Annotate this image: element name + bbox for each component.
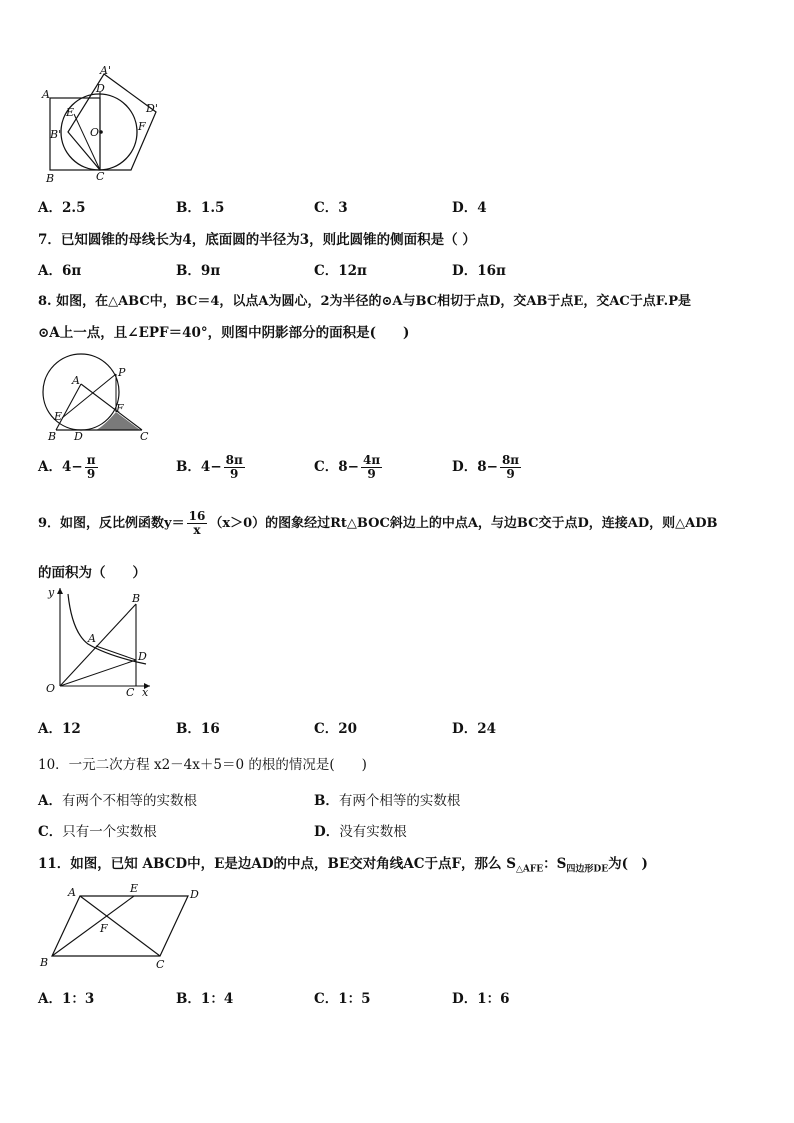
- q8-option-a[interactable]: [38, 454, 100, 481]
- option-text: 有两个相等的实数根: [338, 793, 461, 809]
- q9-option-d[interactable]: [452, 717, 496, 737]
- option-text: 4: [477, 200, 487, 216]
- fraction-numerator: 4π: [362, 453, 381, 467]
- option-letter: C．: [38, 824, 63, 840]
- option-text: 16: [200, 721, 220, 737]
- label-D: D: [74, 430, 83, 443]
- option-letter: A．: [38, 721, 62, 737]
- option-letter: D．: [452, 459, 478, 475]
- option-letter: D．: [452, 721, 478, 737]
- label-C: C: [156, 958, 165, 971]
- fraction-numerator: π: [86, 453, 96, 467]
- option-letter: C．: [314, 263, 339, 279]
- fraction-denominator: 9: [506, 467, 515, 481]
- option-letter: B．: [176, 459, 201, 475]
- label-D-prime: D': [146, 102, 158, 115]
- q7-option-a[interactable]: [38, 259, 81, 279]
- q6-option-b[interactable]: [176, 196, 224, 216]
- option-text: 2.5: [61, 200, 86, 216]
- q11-option-d[interactable]: [452, 987, 510, 1007]
- label-E: E: [66, 106, 75, 119]
- q11-subscript-2: 四边形DE: [566, 864, 609, 875]
- fraction-numerator: 16: [188, 509, 206, 523]
- label-D: D: [138, 650, 147, 663]
- q7-stem: 7．已知圆锥的母线长为4，底面圆的半径为3，则此圆锥的侧面积是（ ）: [38, 232, 476, 248]
- option-text: 没有实数根: [339, 824, 407, 840]
- q8-stem-line2: ⊙A上一点，且∠EPF＝40°，则图中阴影部分的面积是( ): [38, 325, 410, 341]
- option-text: 3: [338, 200, 348, 216]
- option-text: 12π: [338, 263, 367, 279]
- q8-stem-line1: 8. 如图，在△ABC中，BC＝4，以点A为圆心，2为半径的⊙A与BC相切于点D，交AB于点E，交AC于点F.P是: [38, 294, 691, 309]
- label-B: B: [132, 592, 141, 605]
- label-y: y: [48, 586, 55, 599]
- fraction-numerator: 8π: [501, 453, 520, 467]
- q8-option-b[interactable]: [176, 454, 247, 481]
- label-C: C: [96, 170, 105, 183]
- label-D: D: [190, 888, 199, 901]
- q11-option-b[interactable]: [176, 987, 233, 1007]
- q9-option-c[interactable]: [314, 717, 357, 737]
- q9-stem-part-a: 9．如图，反比例函数y＝: [38, 516, 185, 531]
- label-A: A: [42, 88, 50, 101]
- label-D: D: [96, 82, 105, 95]
- option-text: 1.5: [200, 200, 225, 216]
- fraction: [224, 454, 245, 481]
- option-letter: C．: [314, 991, 339, 1007]
- label-C: C: [126, 686, 135, 699]
- option-letter: A．: [38, 793, 62, 809]
- label-F: F: [116, 402, 124, 415]
- label-O: O: [46, 682, 56, 695]
- q6-option-c[interactable]: [314, 196, 348, 216]
- label-F: F: [100, 922, 108, 935]
- fraction: [361, 454, 382, 481]
- label-B: B: [48, 430, 57, 443]
- option-letter: D．: [452, 263, 478, 279]
- q6-option-a[interactable]: [38, 196, 85, 216]
- fraction-numerator: 8π: [225, 453, 243, 467]
- q8-option-c[interactable]: [314, 454, 384, 481]
- fraction-denominator: x: [193, 523, 201, 537]
- option-text: 16π: [477, 263, 506, 279]
- label-x: x: [142, 686, 149, 699]
- label-E: E: [54, 410, 63, 423]
- label-A: A: [68, 886, 76, 899]
- label-P: P: [118, 366, 126, 379]
- q9-option-b[interactable]: [176, 717, 220, 737]
- q8-option-d[interactable]: [452, 454, 523, 481]
- option-letter: B．: [176, 991, 201, 1007]
- q10-option-b[interactable]: [314, 789, 460, 809]
- option-text: 1：5: [338, 991, 371, 1007]
- q9-stem-line2: 的面积为（ ）: [38, 565, 146, 581]
- q10-option-c[interactable]: [38, 820, 157, 840]
- option-letter: D．: [452, 991, 478, 1007]
- q9-stem-part-b: （x＞0）的图象经过Rt△BOC斜边上的中点A，与边BC交于点D，连接AD，则△ADB: [209, 516, 718, 531]
- option-prefix: 8−: [338, 459, 359, 475]
- q11-stem-part-a: 11．如图，已知 ABCD中，E是边AD的中点，BE交对角线AC于点F，那么 S: [38, 856, 516, 872]
- q10-option-d[interactable]: [314, 820, 407, 840]
- fraction: [187, 510, 208, 537]
- figure-q9: [38, 582, 156, 700]
- figure-q8: [34, 352, 154, 444]
- q10-option-a[interactable]: [38, 789, 197, 809]
- label-B-prime: B': [50, 128, 62, 141]
- fraction-denominator: 9: [230, 467, 239, 481]
- label-C: C: [140, 430, 149, 443]
- option-text: 1：4: [200, 991, 234, 1007]
- option-letter: C．: [314, 721, 339, 737]
- label-F: F: [138, 120, 146, 133]
- option-letter: A．: [38, 459, 62, 475]
- q11-stem-part-b: ：S: [543, 856, 567, 872]
- label-O: O: [90, 126, 100, 139]
- option-text: 24: [477, 721, 497, 737]
- option-letter: C．: [314, 459, 339, 475]
- fraction: [85, 454, 98, 481]
- q9-stem-line1: [38, 510, 717, 537]
- label-B: B: [46, 172, 55, 184]
- option-letter: B．: [176, 263, 201, 279]
- option-letter: A．: [38, 263, 62, 279]
- label-A: A: [72, 374, 80, 387]
- option-letter: A．: [38, 991, 62, 1007]
- option-text: 1：6: [477, 991, 510, 1007]
- option-text: 有两个不相等的实数根: [61, 793, 197, 809]
- option-text: 只有一个实数根: [62, 824, 157, 840]
- q11-option-c[interactable]: [314, 987, 371, 1007]
- q7-option-d[interactable]: [452, 259, 506, 279]
- q6-option-d[interactable]: [452, 196, 487, 216]
- option-prefix: 4−: [61, 459, 83, 475]
- q7-option-c[interactable]: [314, 259, 367, 279]
- q11-stem: [38, 852, 648, 875]
- option-letter: B．: [314, 793, 339, 809]
- option-letter: C．: [314, 200, 339, 216]
- fraction: [500, 454, 521, 481]
- option-text: 6π: [61, 263, 82, 279]
- label-A: A: [88, 632, 96, 645]
- figure-q6: [38, 66, 168, 184]
- label-E: E: [130, 882, 139, 895]
- option-text: 9π: [200, 263, 221, 279]
- q9-option-a[interactable]: [38, 717, 81, 737]
- q7-option-b[interactable]: [176, 259, 220, 279]
- figure-q11: [36, 880, 208, 972]
- option-letter: B．: [176, 200, 201, 216]
- option-text: 20: [338, 721, 358, 737]
- q11-subscript-1: △AFE: [516, 864, 544, 875]
- option-letter: B．: [176, 721, 201, 737]
- option-prefix: 4−: [200, 459, 222, 475]
- label-B: B: [40, 956, 49, 969]
- option-letter: A．: [38, 200, 62, 216]
- option-prefix: 8−: [477, 459, 498, 475]
- option-text: 1：3: [61, 991, 95, 1007]
- fraction-denominator: 9: [86, 467, 96, 481]
- q11-stem-part-c: 为( ): [608, 856, 648, 872]
- option-letter: D．: [452, 200, 478, 216]
- q11-option-a[interactable]: [38, 987, 94, 1007]
- option-letter: D．: [314, 824, 340, 840]
- label-A-prime: A': [100, 66, 111, 77]
- q10-stem: 10．一元二次方程 x2－4x＋5＝0 的根的情况是( ): [38, 757, 367, 773]
- option-text: 12: [61, 721, 81, 737]
- fraction-denominator: 9: [367, 467, 376, 481]
